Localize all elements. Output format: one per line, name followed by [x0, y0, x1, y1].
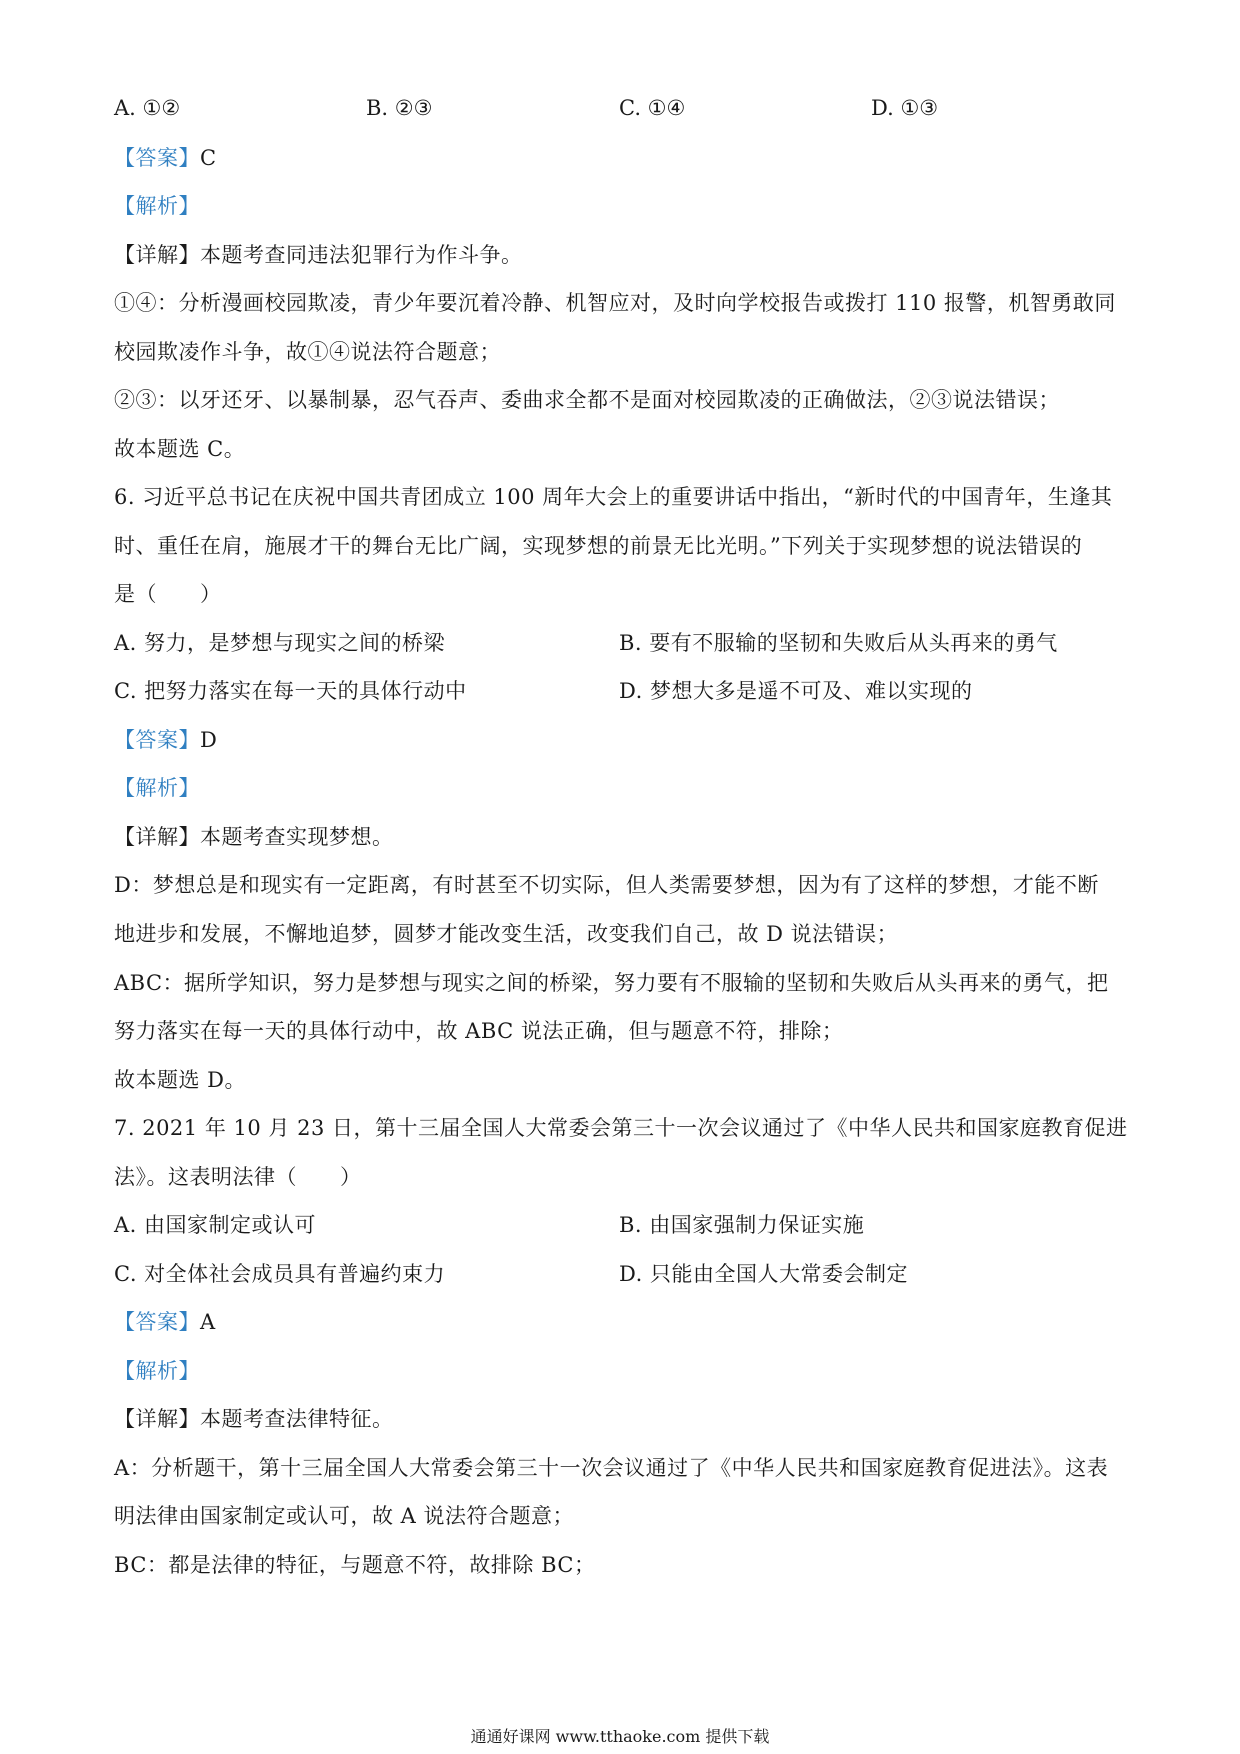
q7-detail-line: 明法律由国家制定或认可，故 A 说法符合题意； — [114, 1504, 575, 1528]
q6-option-a: A. 努力，是梦想与现实之间的桥梁 — [114, 631, 446, 655]
q7-stem-line: 法》。这表明法律（ ） — [114, 1165, 362, 1189]
q5-detail-line: ②③：以牙还牙、以暴制暴，忍气吞声、委曲求全都不是面对校园欺凌的正确做法，②③说法错误； — [114, 388, 1060, 412]
q7-detail-line — [114, 1404, 1124, 1434]
page-footer: 通通好课网 www.tthaoke.com 提供下载 — [470, 1727, 770, 1746]
q5-analysis-heading — [114, 191, 1124, 221]
q6-option-d: D. 梦想大多是遥不可及、难以实现的 — [619, 679, 973, 703]
q7-detail-line: A：分析题干，第十三届全国人大常委会第三十一次会议通过了《中华人民共和国家庭教育促进法》。这表 — [114, 1456, 1109, 1480]
answer-value: A — [200, 1310, 216, 1334]
detail-text: 本题考查同违法犯罪行为作斗争。 — [200, 243, 523, 267]
detail-tag: 【详解】 — [114, 243, 200, 267]
detail-tag: 【详解】 — [114, 825, 200, 849]
answer-tag: 【答案】 — [114, 728, 200, 752]
q7-stem-line: 7. 2021 年 10 月 23 日，第十三届全国人大常委会第三十一次会议通过了《中华人民共和国家庭教育促进 — [114, 1116, 1128, 1140]
q5-detail-line: 故本题选 C。 — [114, 437, 246, 461]
q6-detail-line: 故本题选 D。 — [114, 1068, 247, 1092]
q7-detail-line: BC：都是法律的特征，与题意不符，故排除 BC； — [114, 1553, 596, 1577]
q6-answer — [114, 725, 1124, 755]
q6-detail-line — [114, 822, 1124, 852]
q6-stem-line: 6. 习近平总书记在庆祝中国共青团成立 100 周年大会上的重要讲话中指出，“新时代的中国青年，生逢其 — [114, 485, 1113, 509]
q5-option-b: B. ②③ — [366, 96, 433, 120]
q6-detail-line: 努力落实在每一天的具体行动中，故 ABC 说法正确，但与题意不符，排除； — [114, 1019, 844, 1043]
q7-option-b: B. 由国家强制力保证实施 — [619, 1213, 865, 1237]
detail-text: 本题考查法律特征。 — [200, 1407, 394, 1431]
q7-option-d: D. 只能由全国人大常委会制定 — [619, 1262, 908, 1286]
q6-detail-line: D：梦想总是和现实有一定距离，有时甚至不切实际，但人类需要梦想，因为有了这样的梦想，才能不断 — [114, 873, 1099, 897]
q6-analysis-heading — [114, 773, 1124, 803]
answer-value: D — [200, 728, 218, 752]
q5-detail-line: 校园欺凌作斗争，故①④说法符合题意； — [114, 340, 501, 364]
q5-detail-line — [114, 240, 1124, 270]
q7-analysis-heading — [114, 1356, 1124, 1386]
q6-option-b: B. 要有不服输的坚韧和失败后从头再来的勇气 — [619, 631, 1058, 655]
answer-tag: 【答案】 — [114, 146, 200, 170]
answer-value: C — [200, 146, 217, 170]
q5-answer — [114, 143, 1124, 173]
answer-tag: 【答案】 — [114, 1310, 200, 1334]
q5-option-d: D. ①③ — [871, 96, 939, 120]
q6-stem-line: 时、重任在肩，施展才干的舞台无比广阔，实现梦想的前景无比光明。”下列关于实现梦想的说法错误的 — [114, 534, 1083, 558]
q7-option-c: C. 对全体社会成员具有普遍约束力 — [114, 1262, 446, 1286]
detail-text: 本题考查实现梦想。 — [200, 825, 394, 849]
q6-option-c: C. 把努力落实在每一天的具体行动中 — [114, 679, 467, 703]
analysis-tag: 【解析】 — [114, 1359, 200, 1383]
q5-option-c: C. ①④ — [619, 96, 686, 120]
q7-option-a: A. 由国家制定或认可 — [114, 1213, 317, 1237]
q5-option-a: A. ①② — [114, 96, 181, 120]
q6-detail-line: ABC：据所学知识，努力是梦想与现实之间的桥梁，努力要有不服输的坚韧和失败后从头再来的勇气，把 — [114, 971, 1109, 995]
q6-stem-line: 是（ ） — [114, 582, 222, 606]
analysis-tag: 【解析】 — [114, 776, 200, 800]
detail-tag: 【详解】 — [114, 1407, 200, 1431]
analysis-tag: 【解析】 — [114, 194, 200, 218]
q5-detail-line: ①④：分析漫画校园欺凌，青少年要沉着冷静、机智应对，及时向学校报告或拨打 110 报警，机智勇敢同 — [114, 291, 1116, 315]
q7-answer — [114, 1307, 1124, 1337]
q6-detail-line: 地进步和发展，不懈地追梦，圆梦才能改变生活，改变我们自己，故 D 说法错误； — [114, 922, 899, 946]
